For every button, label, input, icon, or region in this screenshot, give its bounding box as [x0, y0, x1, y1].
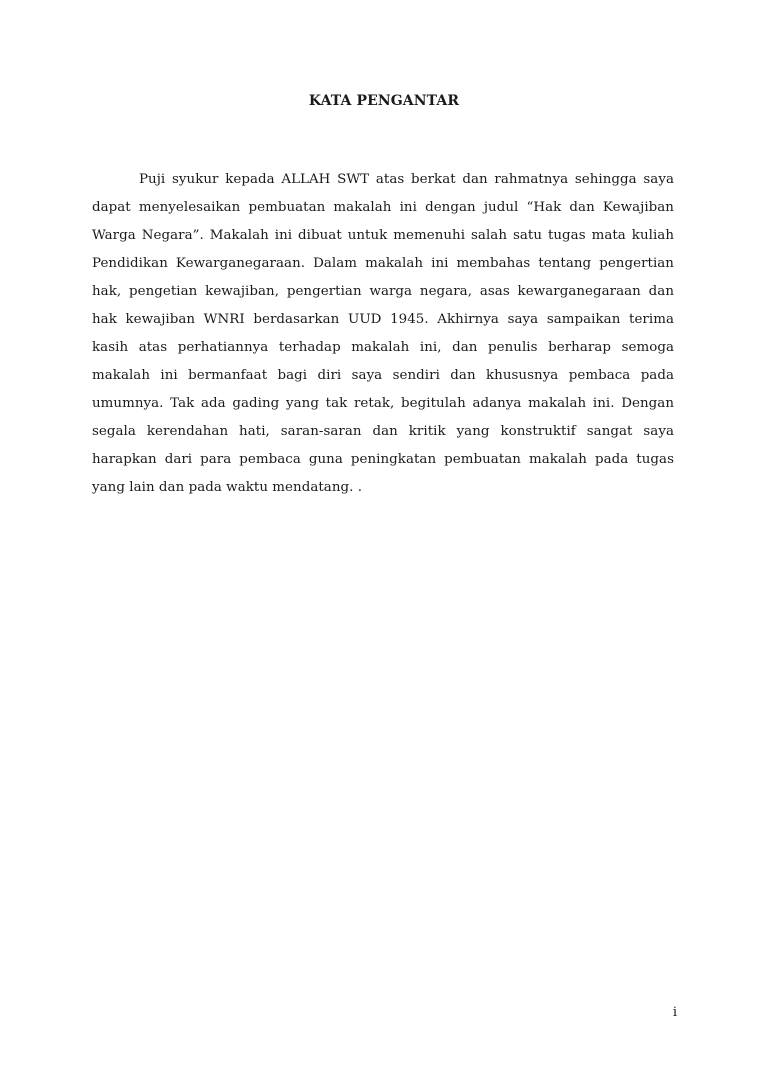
page-title: KATA PENGANTAR: [308, 93, 460, 109]
body-paragraph: Puji syukur kepada ALLAH SWT atas berkat dan rahmatnya sehingga saya dapat menyelesaikan pembuatan makalah ini dengan judul “Hak dan Kewajiban Warga Negara”. Makalah ini dibuat untuk memenuhi salah satu tugas mata kuliah Pendidikan Kewarganegaraan. Dalam makalah ini membahas tentang pengertian hak, pengetian kewajiban, pengertian warga negara, asas kewarganegaraan dan hak kewajiban WNRI berdasarkan UUD 1945. Akhirnya saya sampaikan terima kasih atas perhatiannya terhadap makalah ini, dan penulis berharap semoga makalah ini bermanfaat bagi diri saya sendiri dan khususnya pembaca pada umumnya. Tak ada gading yang tak retak, begitulah adanya makalah ini. Dengan segala kerendahan hati, saran-saran dan kritik yang konstruktif sangat saya harapkan dari para pembaca guna peningkatan pembuatan makalah pada tugas yang lain dan pada waktu mendatang. .: [92, 172, 674, 495]
page-number: i: [672, 1005, 678, 1020]
